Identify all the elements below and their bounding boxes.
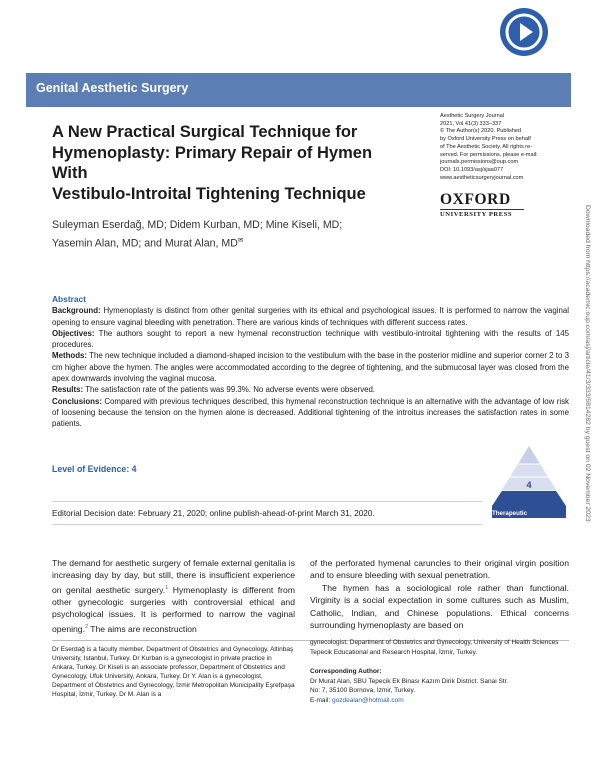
conclusions-text: Compared with previous techniques described, this hymenal reconstruction technique is an alternative with the advantage of low risk of loosening because the tension on the hymen alone is decreased. Additional tightening of the introitus increases the satisfaction rates in some patients.	[52, 396, 569, 429]
affiliation-text: gynecologist, Department of Obstetrics and Gynecology, University of Health Sciences Tepecik Educational and Research Hospital, İzmir, Turkey.	[310, 639, 559, 656]
body-text: The aims are reconstruction	[88, 623, 197, 634]
university-press-logo: UNIVERSITY PRESS	[440, 211, 513, 218]
download-note	[581, 205, 591, 585]
section-bar	[26, 73, 571, 107]
journal-volume: 2021, Vol 41(3) 333–337	[440, 120, 502, 127]
abstract-results	[52, 384, 569, 395]
abstract-objectives	[52, 328, 569, 351]
oxford-logo: OXFORD	[440, 191, 511, 208]
body-paragraph: The hymen has a sociological role rather than functional. Virginity is a social expectation in some cultures such as Muslim, Catholic, Indian, and Chinese populations. Ethical concerns surrounding hymenoplasty are based on	[310, 582, 569, 631]
methods-label: Methods:	[52, 351, 88, 361]
author-line	[52, 233, 392, 252]
journal-meta	[440, 113, 570, 182]
doi[interactable]: DOI: 10.1093/asj/sjaa077	[440, 166, 504, 173]
citation-link[interactable]: 2	[84, 623, 89, 630]
body-text: Hymenoplasty is different from other gynecologic surgeries with controversial ethical and psychological issues. It is performed to narrow the vaginal opening.	[52, 584, 295, 634]
citation-link[interactable]: 1	[165, 584, 169, 591]
body-paragraph: of the perforated hymenal caruncles to their original virgin position and to ensure bleeding with sexual penetration.	[310, 558, 569, 581]
author-affiliations-continued	[310, 638, 569, 705]
conclusions-label: Conclusions:	[52, 396, 102, 406]
corresponding-marker: ✉	[237, 237, 244, 244]
title-line: Vestibulo-Introital Tightening Technique	[52, 184, 366, 203]
body-text: The demand for aesthetic surgery of female external genitalia is increasing day by day, but still, there is insufficient experience on genital aesthetic surgery.	[52, 558, 295, 595]
section-label: Genital Aesthetic Surgery	[36, 81, 189, 95]
corresponding-author-address: No: 7, 35100 Bornova, İzmir, Turkey.	[310, 687, 416, 694]
author-line: Suleyman Eserdağ, MD; Didem Kurban, MD; Mine Kiseli, MD;	[52, 219, 343, 231]
author-line-text: Yasemin Alan, MD; and Murat Alan, MD	[52, 237, 238, 250]
body-column-right	[310, 557, 569, 631]
author-list	[52, 217, 392, 252]
divider	[52, 501, 482, 502]
copyright-line: served. For permissions, please e-mail:	[440, 151, 538, 158]
logo-divider	[440, 209, 524, 210]
author-affiliations: Dr Eserdağ is a faculty member, Department of Obstetrics and Gynecology, Altinbaş University, Istanbul, Turkey. Dr Kurban is a gynecologist in private practice in Ankara, Turkey. Dr Kiseli is an associate professor, Department of Obstetrics and Gynecology, Ufuk University, Ankara, Turkey. Dr Y. Alan is a gynecologist, Department of Obstetrics and Gynecology, İzmir Metropolitan Municipality Eşrefpaşa Hospital, İzmir, Turkey. Dr M. Alan is a	[52, 646, 295, 698]
svg-text:4: 4	[526, 480, 532, 490]
copyright-line: © The Author(s) 2020. Published	[440, 128, 522, 135]
results-text: The satisfaction rate of the patients was 99.3%. No adverse events were observed.	[85, 385, 376, 395]
background-label: Background:	[52, 306, 101, 316]
download-note-text: Downloaded from https://academic.oup.com/asj/article/41/3/333/5814282 by guest on 02 November 2023	[584, 205, 591, 522]
permissions-email[interactable]: journals.permissions@oup.com	[440, 159, 519, 166]
abstract	[52, 294, 569, 430]
abstract-background	[52, 305, 569, 328]
journal-url[interactable]: www.aestheticsurgeryjournal.com	[440, 174, 524, 181]
evidence-badge: Therapeutic	[492, 510, 528, 517]
objectives-text: The authors sought to report a new hymenal reconstruction technique with vestibulo-introital tightening with the results of 145 procedures.	[52, 328, 569, 350]
abstract-methods	[52, 350, 569, 384]
methods-text: The new technique included a diamond-shaped incision to the vestibulum with the base in the posterior midline and superior corner 2 to 3 cm higher above the hymen. The angles were accommodated according to the degree of tightening, and the submucosal layer was closed from the apex downwards involving the vaginal mucosa.	[52, 351, 569, 384]
email-link[interactable]: gozdealan@hotmail.com	[332, 696, 404, 704]
title-line: Hymenoplasty: Primary Repair of Hymen With	[52, 143, 373, 182]
article-title	[52, 122, 397, 204]
play-icon	[500, 8, 548, 56]
play-button[interactable]	[500, 8, 548, 56]
level-of-evidence: Level of Evidence: 4	[52, 464, 137, 474]
corresponding-author-name: Dr Murat Alan, SBU Tepecik Ek Binası Kazım Dirik District. Sanai Str.	[310, 677, 509, 685]
journal-name: Aesthetic Surgery Journal	[440, 113, 505, 119]
objectives-label: Objectives:	[52, 328, 95, 338]
abstract-heading: Abstract	[52, 294, 86, 304]
abstract-conclusions	[52, 396, 569, 430]
background-text: Hymenoplasty is distinct from other genital surgeries with its ethical and psychological issues. It is performed to narrow the vaginal opening to ensure vaginal bleeding with penetration. There are various kinds of techniques with different success rates.	[52, 306, 569, 327]
email-line	[310, 696, 569, 706]
email-label: E-mail:	[310, 696, 333, 704]
divider	[52, 524, 482, 525]
results-label: Results:	[52, 385, 84, 395]
body-column-left	[52, 557, 295, 635]
copyright-line: by Oxford University Press on behalf	[440, 136, 531, 143]
copyright-line: of The Aesthetic Society. All rights re-	[440, 143, 533, 150]
corresponding-author-label: Corresponding Author:	[310, 668, 382, 675]
editorial-dates: Editorial Decision date: February 21, 2020; online publish-ahead-of-print March 31, 2020.	[52, 509, 375, 518]
title-line: A New Practical Surgical Technique for	[52, 123, 358, 141]
